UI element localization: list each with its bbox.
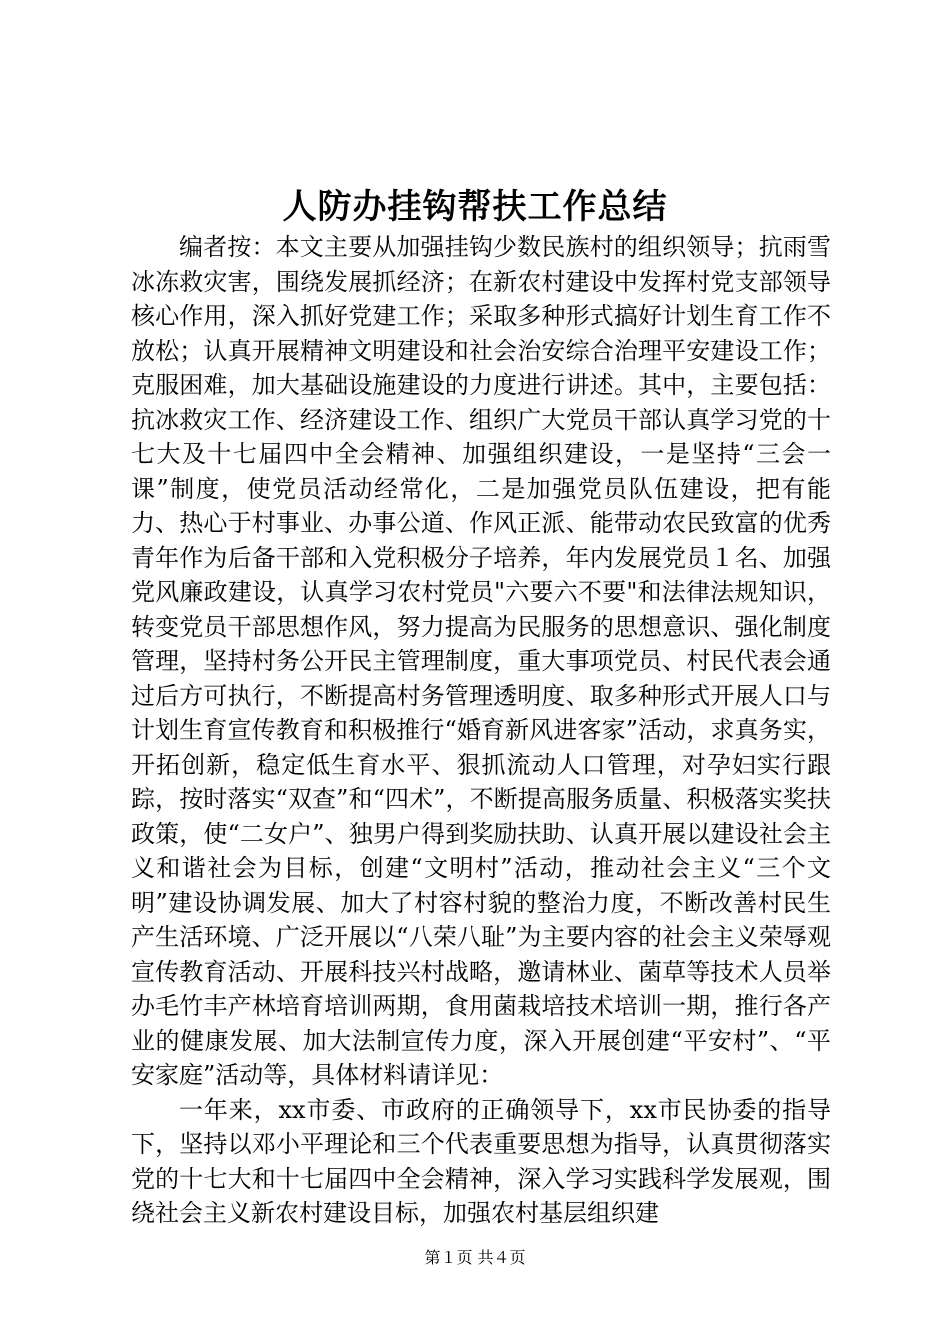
document-title: 人防办挂钩帮扶工作总结 bbox=[282, 187, 668, 227]
page-footer: 第１页 共４页 bbox=[424, 1248, 526, 1267]
paragraph-editor-note: 编者按：本文主要从加强挂钩少数民族村的组织领导；抗雨雪冰冻救灾害，围绕发展抓经济；在新农村建设中发挥村党支部领导核心作用，深入抓好党建工作；采取多种形式搞好计划生育工作不放松；认真开展精神文明建设和社会治安综合治理平安建设工作；克服困难，加大基础设施建设的力度进行讲述。其中，主要包括：抗冰救灾工作、经济建设工作、组织广大党员干部认真学习党的十七大及十七届四中全会精神、加强组织建设，一是坚持“三会一课”制度，使党员活动经常化，二是加强党员队伍建设，把有能力、热心于村事业、办事公道、作风正派、能带动农民致富的优秀青年作为后备干部和入党积极分子培养，年内发展党员１名、加强党风廉政建设，认真学习农村党员"六要六不要"和法律法规知识，转变党员干部思想作风，努力提高为民服务的思想意识、强化制度管理，坚持村务公开民主管理制度，重大事项党员、村民代表会通过后方可执行，不断提高村务管理透明度、取多种形式开展人口与计划生育宣传教育和积极推行“婚育新风进客家”活动，求真务实，开拓创新，稳定低生育水平、狠抓流动人口管理，对孕妇实行跟踪，按时落实“双查”和“四术”，不断提高服务质量、积极落实奖扶政策，使“二女户”、独男户得到奖励扶助、认真开展以建设社会主义和谐社会为目标，创建“文明村”活动，推动社会主义“三个文明”建设协调发展、加大了村容村貌的整治力度，不断改善村民生产生活环境、广泛开展以“八荣八耻”为主要内容的社会主义荣辱观宣传教育活动、开展科技兴村战略，邀请林业、菌草等技术人员举办毛竹丰产林培育培训两期，食用菌栽培技术培训一期，推行各产业的健康发展、加大法制宣传力度，深入开展创建“平安村”、“平安家庭”活动等，具体材料请详见： bbox=[131, 233, 831, 1089]
paragraph-main: 一年来，xx市委、市政府的正确领导下，xx市民协委的指导下，坚持以邓小平理论和三个代表重要思想为指导，认真贯彻落实党的十七大和十七届四中全会精神，深入学习实践科学发展观，围绕社会主义新农村建设目标，加强农村基层组织建 bbox=[131, 1095, 831, 1227]
document-body bbox=[131, 230, 831, 1231]
